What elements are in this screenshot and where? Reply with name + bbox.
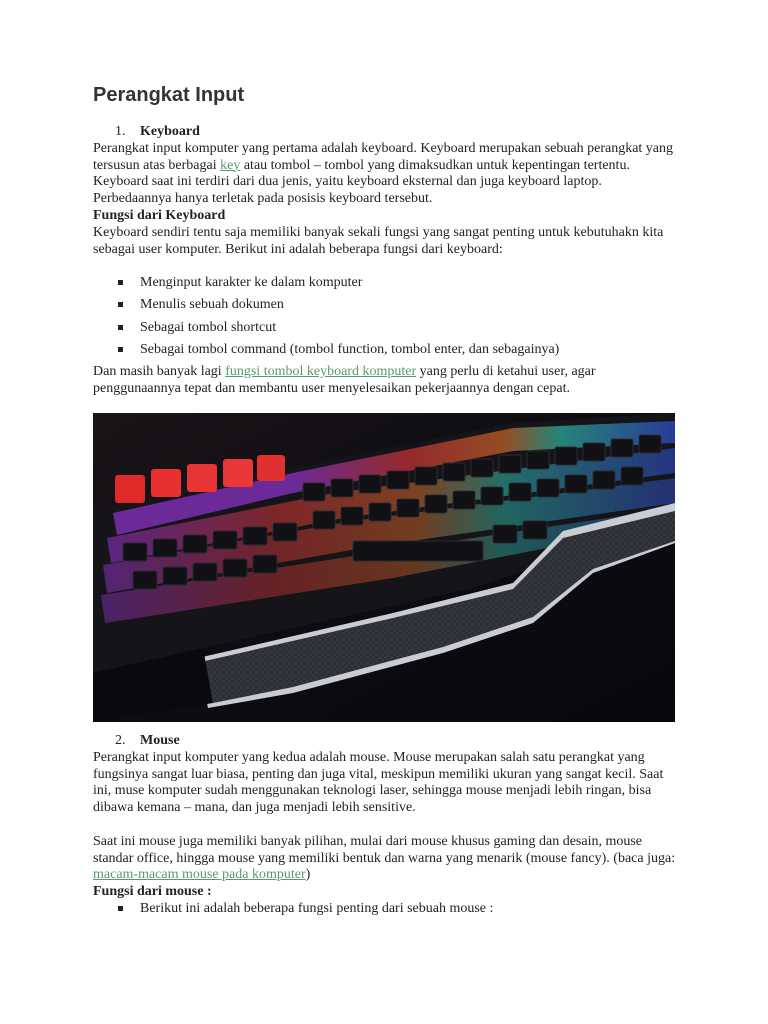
link-macam-macam-mouse[interactable]: macam-macam mouse pada komputer (93, 867, 306, 883)
bullet-icon (118, 280, 123, 285)
paragraph-text: atau tombol – tombol yang dimaksudkan untuk kepentingan tertentu. Keyboard saat ini terdiri dari dua jenis, yaitu keyboard eksternal dan juga keyboard laptop. Perbedaannya hanya terletak pada posisis keyboard tersebut. (93, 157, 630, 207)
paragraph-text: ) (305, 867, 311, 883)
list-number: 1. (115, 124, 126, 139)
section-keyboard (93, 124, 683, 258)
section-heading-keyboard (93, 124, 683, 141)
list-item-text: Menginput karakter ke dalam komputer (140, 275, 363, 290)
paragraph-text: Saat ini mouse juga memiliki banyak pilihan, mulai dari mouse khusus gaming dan desain, mouse standar office, hingga mouse yang memiliki bentuk dan warna yang menarik (mouse fancy). (baca juga: (93, 833, 676, 866)
keyboard-photo (93, 413, 675, 722)
paragraph (93, 364, 683, 398)
bullet-icon (118, 325, 123, 330)
mouse-paragraph-1: Perangkat input komputer yang kedua adalah mouse. Mouse merupakan salah satu perangkat yang fungsinya sangat luar biasa, penting dan juga vital, meskipun memiliki ukuran yang sangat kecil. Saat ini, muse komputer sudah menggunakan teknologi laser, sehingga mouse menjadi lebih ringan, bisa dibawa kemana – mana, dan juga menjadi lebih sensitive. (93, 749, 664, 816)
mouse-paragraph-2 (93, 834, 683, 884)
bullet-icon (118, 906, 123, 911)
bullet-icon (118, 347, 123, 352)
fungsi-mouse-heading: Fungsi dari mouse : (93, 884, 212, 900)
heading-label: Keyboard (140, 124, 200, 139)
paragraph-text: Perangkat input komputer yang pertama adalah keyboard. Keyboard merupakan sebuah perangkat yang tersusun atas berbagai (93, 140, 674, 173)
list-item (93, 297, 683, 319)
keyboard-bullet-list (93, 275, 683, 364)
bullet-icon (118, 302, 123, 307)
list-item (93, 901, 683, 923)
fungsi-keyboard-intro: Keyboard sendiri tentu saja memiliki banyak sekali fungsi yang sangat penting untuk kebutuhakn kita sebagai user komputer. Berikut ini adalah beberapa fungsi dari keyboard: (93, 224, 664, 257)
keyboard-after-paragraph (93, 364, 683, 398)
list-item-text: Sebagai tombol shortcut (140, 319, 277, 335)
list-item (93, 320, 683, 342)
link-key[interactable]: key (220, 157, 241, 173)
rgb-keyboard-image (93, 413, 675, 722)
keyboard-paragraph (93, 141, 683, 208)
list-item-text: Berikut ini adalah beberapa fungsi penting dari sebuah mouse : (140, 900, 494, 916)
link-fungsi-tombol-keyboard[interactable]: fungsi tombol keyboard komputer (225, 364, 417, 379)
list-item-text: Menulis sebuah dokumen (140, 297, 284, 313)
section-heading-mouse (93, 733, 683, 750)
paragraph-text: yang perlu di ketahui user, agar penggunaannya tepat dan membantu user menyelesaikan pekerjaannya dengan cepat. (93, 364, 596, 396)
fungsi-keyboard-heading: Fungsi dari Keyboard (93, 207, 226, 223)
heading-label: Mouse (140, 733, 180, 748)
blank-line (93, 817, 683, 834)
list-item (93, 275, 683, 297)
list-item-text: Sebagai tombol command (tombol function, tombol enter, dan sebagainya) (140, 341, 560, 357)
list-number: 2. (115, 733, 126, 748)
paragraph-text: Dan masih banyak lagi (93, 364, 226, 379)
list-item (93, 342, 683, 364)
section-mouse (93, 733, 683, 923)
page-title: Perangkat Input (93, 84, 245, 106)
